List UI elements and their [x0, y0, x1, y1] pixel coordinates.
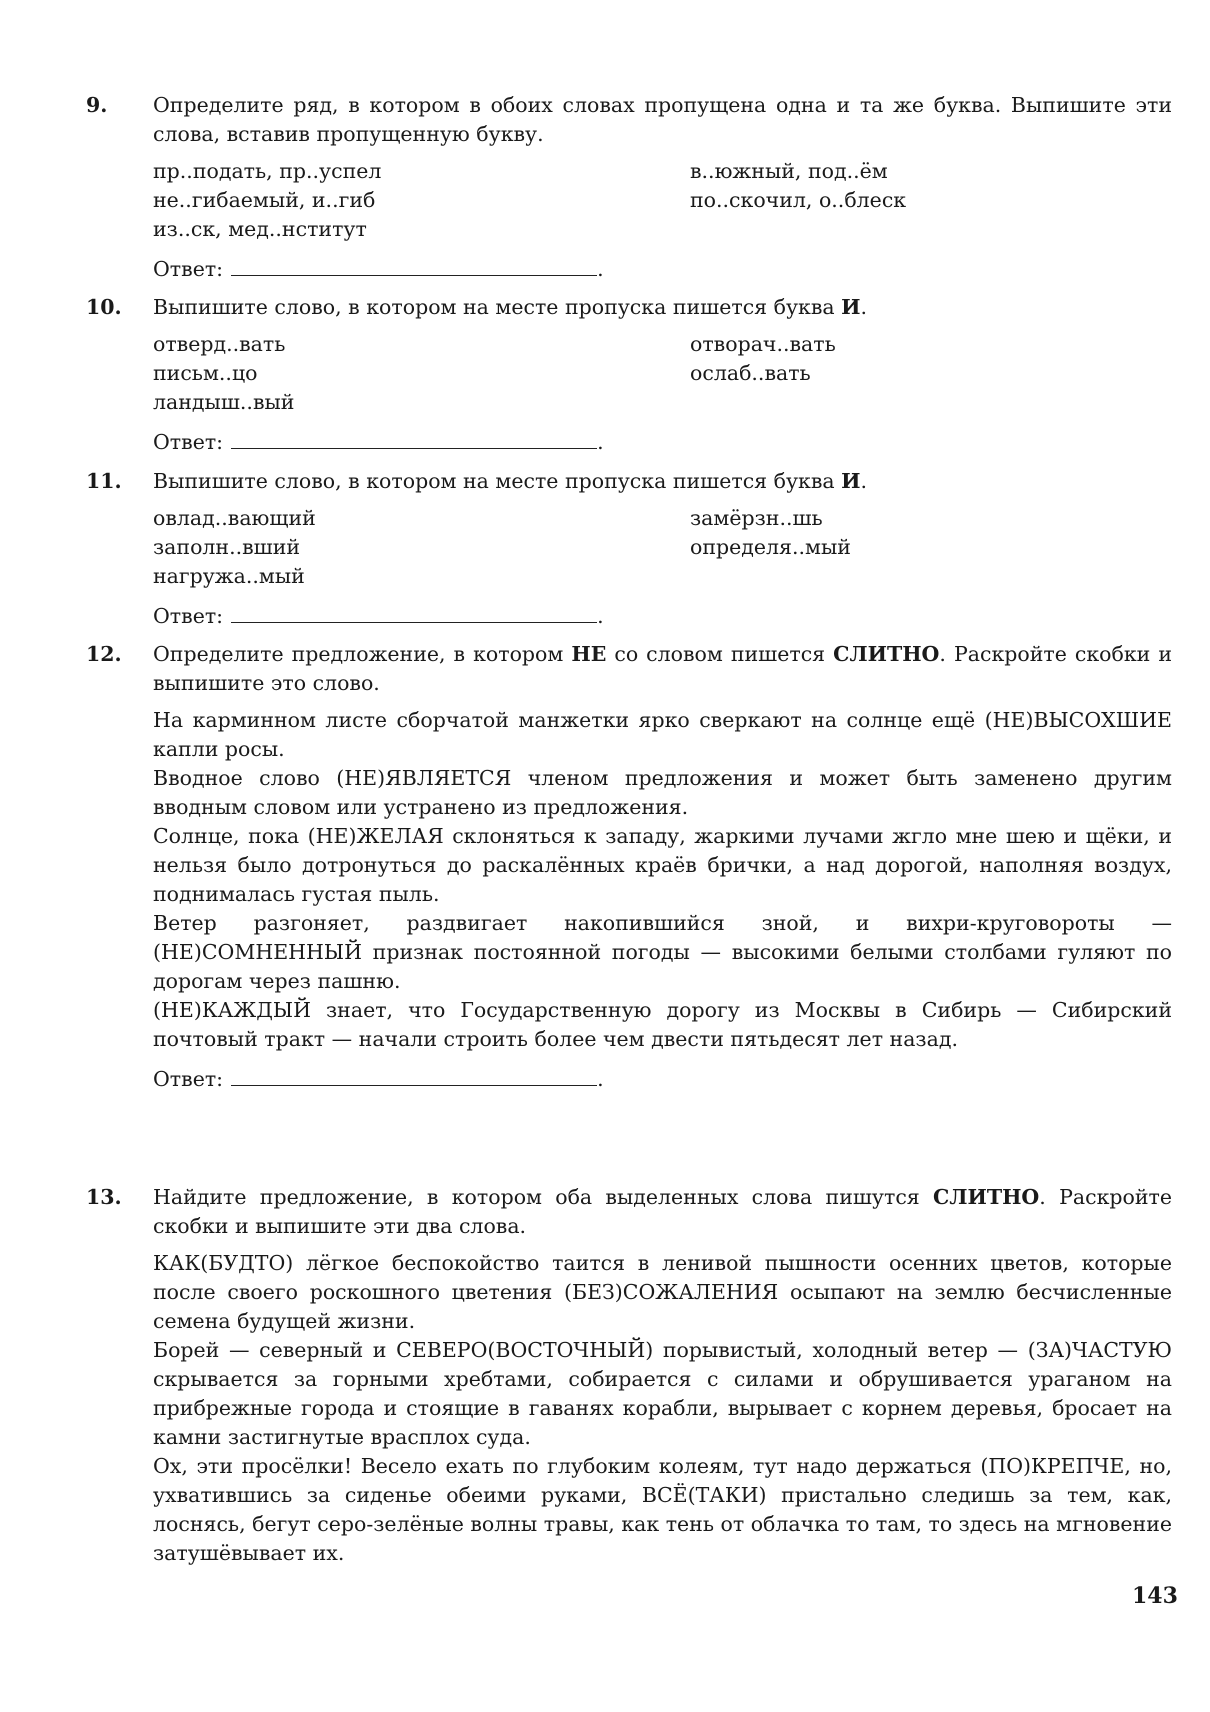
task-9 [86, 91, 1176, 284]
sentence-item: Солнце, пока (НЕ)ЖЕЛАЯ склоняться к западу, жаркими лучами жгло мне шею и щёки, и нельзя было дотронуться до раскалённых краёв брички, а над дорогой, наполняя воздух, поднималась густая пыль. [153, 824, 1172, 906]
task-question: Определите предложение, в котором НЕ со словом пишется СЛИТНО. Раскройте скобки и выпишите это слово. [153, 642, 1172, 695]
option-item: отворач..вать [690, 332, 836, 356]
sentence-list [153, 1249, 1172, 1568]
option-item: ландыш..вый [153, 390, 295, 414]
answer-label: Ответ: [153, 257, 224, 281]
option-item: пр..подать, пр..успел [153, 159, 382, 183]
answer-row: Ответ: . [153, 604, 604, 628]
answer-field[interactable] [231, 430, 597, 449]
task-number: 12. [86, 642, 122, 666]
option-item: овлад..вающий [153, 506, 316, 530]
task-number: 9. [86, 93, 108, 117]
answer-field[interactable] [231, 257, 597, 276]
sentence-item: Ох, эти просёлки! Весело ехать по глубоким колеям, тут надо держаться (ПО)КРЕПЧЕ, но, ухватившись за сиденье обеими руками, ВСЁ(ТАКИ) пристально следишь за тем, как, лоснясь, бегут серо-зелёные волны травы, как тень от облачка то там, то здесь на мгновение затушёвывает их. [153, 1454, 1172, 1565]
option-item: не..гибаемый, и..гиб [153, 188, 376, 212]
task-question: Найдите предложение, в котором оба выделенных слова пишутся СЛИТНО. Раскройте скобки и выпишите эти два слова. [153, 1185, 1172, 1238]
sentence-item: Борей — северный и СЕВЕРО(ВОСТОЧНЫЙ) порывистый, холодный ветер — (ЗА)ЧАСТУЮ скрывается за горными хребтами, собирается с силами и обрушивается ураганом на прибрежные города и стоящие в гаванях корабли, вырывает с корнем деревья, бросает на камни застигнутые врасплох суда. [153, 1338, 1172, 1449]
task-number: 10. [86, 295, 122, 319]
option-item: по..скочил, о..блеск [690, 188, 907, 212]
answer-row: Ответ: . [153, 430, 604, 454]
answer-field[interactable] [231, 604, 597, 623]
option-item: заполн..вший [153, 535, 301, 559]
task-10 [86, 293, 1176, 457]
sentence-item: Ветер разгоняет, раздвигает накопившийся зной, и вихри-круговороты — (НЕ)СОМНЕННЫЙ признак постоянной погоды — высокими белыми столбами гуляют по дорогам через пашню. [153, 911, 1172, 993]
answer-label: Ответ: [153, 430, 224, 454]
answer-label: Ответ: [153, 604, 224, 628]
answer-row: Ответ: . [153, 1067, 604, 1091]
option-item: нагружа..мый [153, 564, 305, 588]
answer-field[interactable] [231, 1067, 597, 1086]
option-item: письм..цо [153, 361, 258, 385]
option-item: ослаб..вать [690, 361, 811, 385]
task-11 [86, 467, 1176, 631]
sentence-list [153, 706, 1172, 1054]
options-list [153, 157, 1172, 244]
answer-row: Ответ: . [153, 257, 604, 281]
sentence-item: На карминном листе сборчатой манжетки ярко сверкают на солнце ещё (НЕ)ВЫСОХШИЕ капли росы. [153, 708, 1172, 761]
option-item: из..ск, мед..нститут [153, 217, 367, 241]
option-item: замёрзн..шь [690, 506, 823, 530]
task-number: 11. [86, 469, 122, 493]
task-question: Определите ряд, в котором в обоих словах пропущена одна и та же буква. Выпишите эти слова, вставив пропущенную букву. [153, 93, 1172, 146]
answer-label: Ответ: [153, 1067, 224, 1091]
sentence-item: КАК(БУДТО) лёгкое беспокойство таится в ленивой пышности осенних цветов, которые после своего роскошного цветения (БЕЗ)СОЖАЛЕНИЯ осыпают на землю бесчисленные семена будущей жизни. [153, 1251, 1172, 1333]
task-question: Выпишите слово, в котором на месте пропуска пишется буква И. [153, 469, 868, 493]
sentence-item: (НЕ)КАЖДЫЙ знает, что Государственную дорогу из Москвы в Сибирь — Сибирский почтовый тракт — начали строить более чем двести пятьдесят лет назад. [153, 998, 1172, 1051]
options-list [153, 330, 1172, 417]
sentence-item: Вводное слово (НЕ)ЯВЛЯЕТСЯ членом предложения и может быть заменено другим вводным словом или устранено из предложения. [153, 766, 1172, 819]
options-list [153, 504, 1172, 591]
option-item: отверд..вать [153, 332, 286, 356]
task-12 [86, 640, 1176, 1094]
task-number: 13. [86, 1185, 122, 1209]
task-13 [86, 1183, 1176, 1568]
page-number: 143 [1132, 1583, 1178, 1609]
option-item: определя..мый [690, 535, 851, 559]
option-item: в..южный, под..ём [690, 159, 888, 183]
task-question: Выпишите слово, в котором на месте пропуска пишется буква И. [153, 295, 868, 319]
